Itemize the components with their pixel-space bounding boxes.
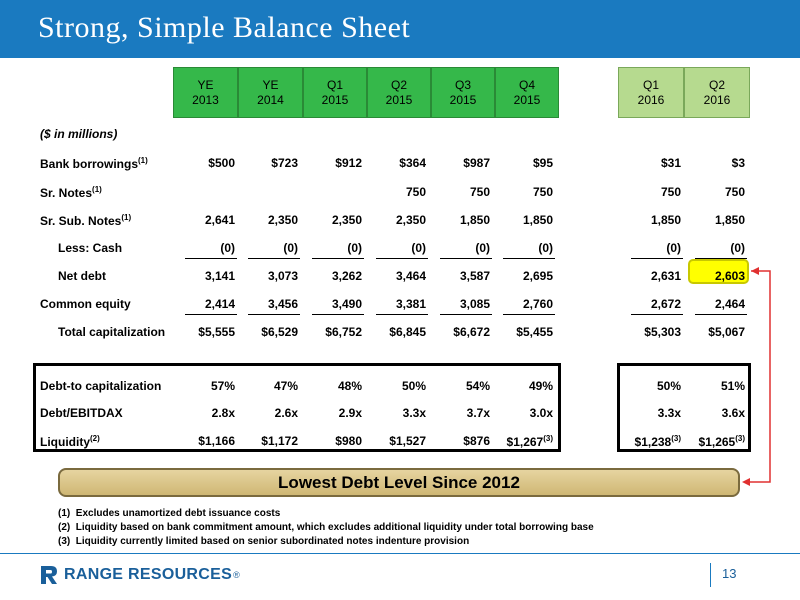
table-cell: $1,166 <box>198 434 235 448</box>
company-logo <box>40 565 240 585</box>
subtotal-underline <box>185 314 237 315</box>
table-cell: (0) <box>538 241 553 255</box>
table-cell: 3,464 <box>395 269 426 283</box>
col-header-line2: 2015 <box>449 92 477 107</box>
table-cell: (0) <box>283 241 298 255</box>
col-header-line2: 2015 <box>321 92 349 107</box>
subtotal-underline <box>376 314 428 315</box>
footnote-text: Liquidity currently limited based on senior subordinated notes indenture provision <box>75 536 470 547</box>
subtotal-underline <box>376 258 428 259</box>
table-cell: $5,303 <box>644 325 681 339</box>
footnote-ref: (1) <box>138 156 148 165</box>
units-label: ($ in millions) <box>40 127 118 141</box>
col-header-line2: 2013 <box>192 92 219 107</box>
table-cell: (0) <box>666 241 681 255</box>
footnote-number: (2) <box>58 522 71 533</box>
table-cell: $3 <box>731 156 745 170</box>
col-header-line2: 2015 <box>385 92 413 107</box>
table-cell: 51% <box>720 379 745 393</box>
col-header-ye-2014 <box>238 67 303 118</box>
summary-banner-text: Lowest Debt Level Since 2012 <box>278 472 520 492</box>
table-cell: 3,381 <box>395 297 426 311</box>
ratio-label-2 <box>40 434 100 449</box>
table-cell: $364 <box>399 156 426 170</box>
col-header-line1: Q3 <box>454 77 471 92</box>
table-cell: 1,850 <box>459 213 490 227</box>
col-header-line1: Q1 <box>642 77 659 92</box>
page-number-divider <box>710 563 711 587</box>
table-cell: $1,265$^{(3)}$ <box>698 434 745 449</box>
table-cell: $876 <box>463 434 490 448</box>
table-cell: 3.7x <box>466 406 490 420</box>
table-cell: (0) <box>411 241 426 255</box>
col-header-line2: 2016 <box>637 92 665 107</box>
table-cell: $912 <box>335 156 362 170</box>
table-cell: 750 <box>405 185 426 199</box>
table-cell: 1,850 <box>522 213 553 227</box>
table-cell: $5,555 <box>198 325 235 339</box>
subtotal-underline <box>440 314 492 315</box>
table-cell: 2,641 <box>204 213 235 227</box>
subtotal-underline <box>631 314 683 315</box>
table-cell: $6,529 <box>261 325 298 339</box>
row-label-text: Common equity <box>40 297 131 311</box>
table-cell: $1,172 <box>261 434 298 448</box>
row-label-text: Sr. Sub. Notes <box>40 214 122 228</box>
table-cell: 750 <box>660 185 681 199</box>
table-cell: 2,603 <box>714 269 745 283</box>
footnote-number: (1) <box>58 508 71 519</box>
table-cell: $1,527 <box>389 434 426 448</box>
table-cell: 2.9x <box>338 406 362 420</box>
subtotal-underline <box>503 314 555 315</box>
table-cell: $987 <box>463 156 490 170</box>
col-header-line1: Q1 <box>326 77 343 92</box>
table-cell: 57% <box>210 379 235 393</box>
table-cell: $6,845 <box>389 325 426 339</box>
table-cell: 3,073 <box>267 269 298 283</box>
footer-divider <box>0 553 800 554</box>
table-cell: $5,067 <box>708 325 745 339</box>
footnote-ref: (2) <box>90 434 100 443</box>
table-cell: 3,262 <box>331 269 362 283</box>
subtotal-underline <box>440 258 492 259</box>
footnote-ref: (3) <box>735 434 745 443</box>
row-label-text: Total capitalization <box>58 325 166 339</box>
row-label-0 <box>40 156 148 171</box>
table-cell: 2,760 <box>522 297 553 311</box>
table-cell: (0) <box>475 241 490 255</box>
col-header-q3-2015 <box>431 67 495 118</box>
table-cell: (0) <box>730 241 745 255</box>
subtotal-underline <box>185 258 237 259</box>
table-cell: 3,490 <box>331 297 362 311</box>
page-title: Strong, Simple Balance Sheet <box>38 11 411 44</box>
table-cell: 2,414 <box>204 297 235 311</box>
subtotal-underline <box>503 258 555 259</box>
row-label-text: Bank borrowings <box>40 157 139 171</box>
table-cell: 750 <box>532 185 553 199</box>
subtotal-underline <box>312 258 364 259</box>
footnote-ref: (1) <box>121 213 132 222</box>
table-cell: 3,587 <box>459 269 490 283</box>
table-cell: $500 <box>208 156 235 170</box>
footnote-2 <box>58 522 594 533</box>
subtotal-underline <box>695 258 747 259</box>
row-label-text: Debt-to capitalization <box>40 379 162 393</box>
subtotal-underline <box>312 314 364 315</box>
row-label-5 <box>40 297 131 311</box>
footnote-ref: (3) <box>543 434 553 443</box>
table-cell: 3.3x <box>402 406 426 420</box>
range-r-logo-icon <box>40 565 58 585</box>
summary-banner <box>58 468 740 497</box>
table-cell: $1,238$^{(3)}$ <box>634 434 681 449</box>
col-header-q1-2016 <box>618 67 684 118</box>
table-cell: 2,464 <box>714 297 745 311</box>
table-cell: 750 <box>724 185 745 199</box>
table-cell: 3,456 <box>267 297 298 311</box>
table-cell: 2,350 <box>331 213 362 227</box>
col-header-q2-2015 <box>367 67 431 118</box>
table-cell: 50% <box>401 379 426 393</box>
table-cell: 2.8x <box>211 406 235 420</box>
title-bar <box>0 0 800 58</box>
subtotal-underline <box>248 314 300 315</box>
table-cell: 1,850 <box>714 213 745 227</box>
table-cell: 2,350 <box>395 213 426 227</box>
table-cell: 2.6x <box>274 406 298 420</box>
table-cell: 2,631 <box>650 269 681 283</box>
table-cell: 2,350 <box>267 213 298 227</box>
row-label-6 <box>58 325 165 339</box>
row-label-4 <box>58 269 106 283</box>
table-cell: $980 <box>335 434 362 448</box>
table-cell: 3.6x <box>721 406 745 420</box>
col-header-line1: YE <box>197 77 214 92</box>
table-cell: 47% <box>273 379 298 393</box>
footnote-3 <box>58 536 469 547</box>
table-cell: $5,455 <box>516 325 553 339</box>
logo-registered-mark: ® <box>233 570 240 580</box>
table-cell: 3,141 <box>204 269 235 283</box>
table-cell: 3.3x <box>657 406 681 420</box>
table-cell: 750 <box>469 185 490 199</box>
table-cell: (0) <box>347 241 362 255</box>
subtotal-underline <box>695 314 747 315</box>
row-label-text: Debt/EBITDAX <box>40 406 123 420</box>
col-header-line1: YE <box>262 77 279 92</box>
row-label-text: Net debt <box>58 269 106 283</box>
table-cell: $95 <box>532 156 553 170</box>
col-header-q2-2016 <box>684 67 750 118</box>
ratio-label-1 <box>40 406 123 420</box>
subtotal-underline <box>631 258 683 259</box>
table-cell: $1,267$^{(3)}$ <box>506 434 553 449</box>
row-label-1 <box>40 185 102 200</box>
table-cell: 49% <box>528 379 553 393</box>
col-header-line2: 2015 <box>513 92 541 107</box>
row-label-3 <box>58 241 122 255</box>
col-header-line2: 2016 <box>703 92 731 107</box>
row-label-text: Sr. Notes <box>40 186 93 200</box>
row-label-text: Liquidity <box>40 435 90 449</box>
footnote-1 <box>58 508 280 519</box>
ratio-label-0 <box>40 379 161 393</box>
col-header-q4-2015 <box>495 67 559 118</box>
footnote-ref: (1) <box>92 185 102 194</box>
table-cell: $6,752 <box>325 325 362 339</box>
footnote-number: (3) <box>58 536 71 547</box>
col-header-line1: Q2 <box>708 77 725 92</box>
logo-text: RANGE RESOURCES <box>64 566 233 583</box>
col-header-ye-2013 <box>173 67 238 118</box>
row-label-text: Less: Cash <box>58 241 123 255</box>
table-cell: $31 <box>660 156 681 170</box>
table-cell: (0) <box>220 241 235 255</box>
table-cell: 54% <box>465 379 490 393</box>
col-header-line2: 2014 <box>257 92 284 107</box>
footnote-ref: (3) <box>671 434 681 443</box>
table-cell: 3,085 <box>459 297 490 311</box>
page-number: 13 <box>722 566 737 581</box>
footnote-text: Liquidity based on bank commitment amount, which excludes additional liquidity under total borrowing base <box>75 522 594 533</box>
table-cell: 3.0x <box>529 406 553 420</box>
subtotal-underline <box>248 258 300 259</box>
row-label-2 <box>40 213 131 228</box>
table-cell: 48% <box>337 379 362 393</box>
table-cell: 2,695 <box>522 269 553 283</box>
col-header-q1-2015 <box>303 67 367 118</box>
col-header-line1: Q4 <box>518 77 535 92</box>
footnote-text: Excludes unamortized debt issuance costs <box>75 508 281 519</box>
table-cell: 1,850 <box>650 213 681 227</box>
table-cell: 50% <box>656 379 681 393</box>
table-cell: $6,672 <box>453 325 490 339</box>
col-header-line1: Q2 <box>390 77 407 92</box>
table-cell: 2,672 <box>650 297 681 311</box>
table-cell: $723 <box>271 156 298 170</box>
